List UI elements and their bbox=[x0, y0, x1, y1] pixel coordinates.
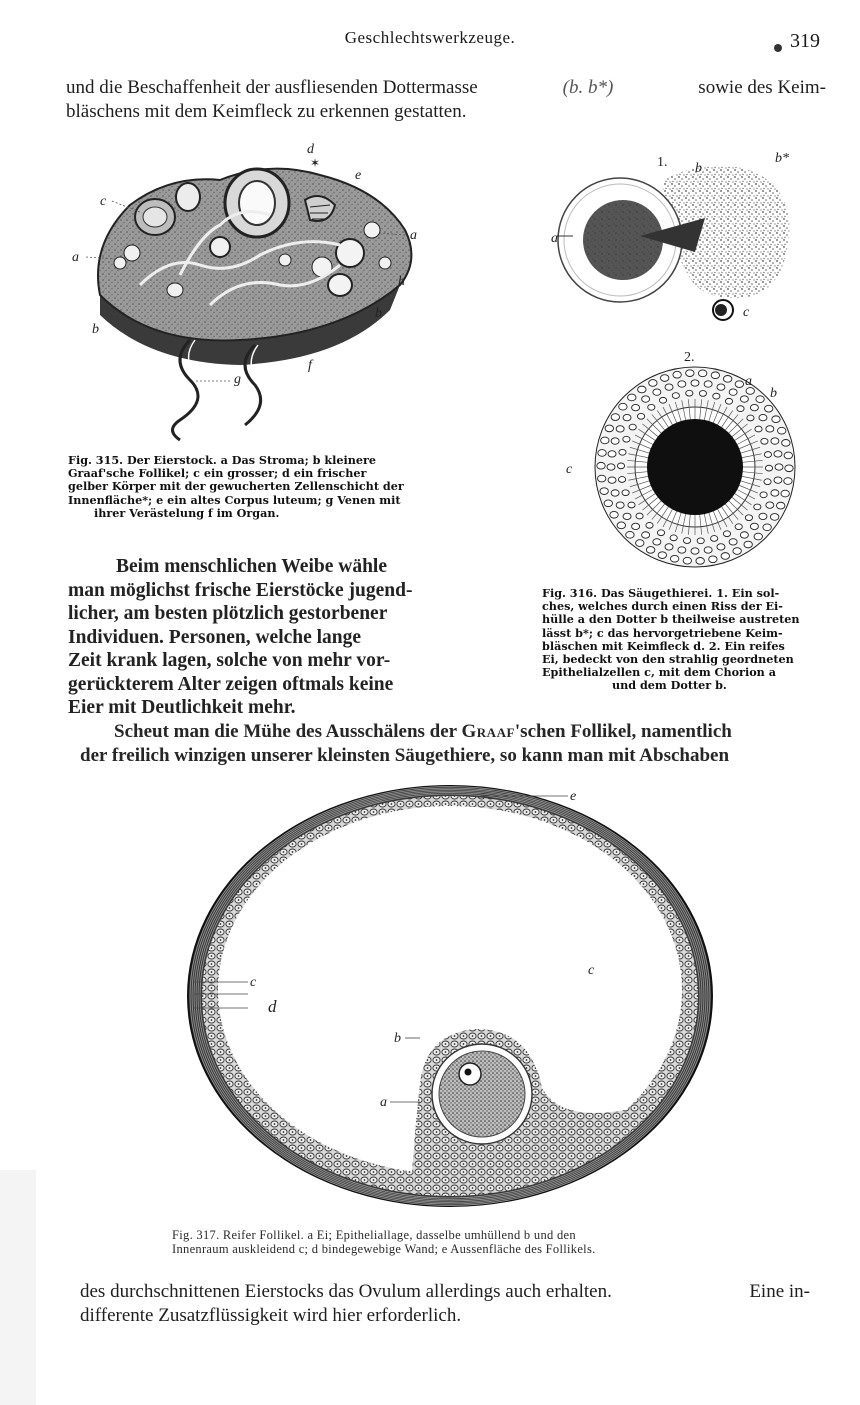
closing-line-1 bbox=[80, 1280, 810, 1304]
corona-cell bbox=[754, 504, 761, 510]
running-header: Geschlechtswerkzeuge. bbox=[344, 28, 516, 47]
fig315-caption-line: Graaf'sche Follikel; c ein grosser; d ein frischer bbox=[68, 466, 367, 481]
fig316-caption-line: Fig. 316. Das Säugethierei. 1. Ein sol- bbox=[542, 586, 780, 600]
fig316-caption-line: bläschen mit Keimfleck d. 2. Ein reifes bbox=[542, 638, 785, 653]
corona-cell bbox=[642, 532, 650, 538]
fig316-caption-line: ches, welches durch einen Riss der Ei- bbox=[542, 599, 783, 614]
fig316-caption-line: hülle a den Dotter b theilweise austreten bbox=[542, 612, 800, 627]
corona-cell bbox=[686, 370, 694, 377]
corona-cell bbox=[610, 511, 618, 518]
corona-cell bbox=[686, 390, 693, 396]
fig317-label-b: b bbox=[394, 1031, 401, 1046]
left-column-paragraph bbox=[68, 555, 430, 720]
corona-cell bbox=[611, 438, 619, 444]
corona-cell bbox=[653, 539, 661, 545]
left-column-line: Beim menschlichen Weibe wähle bbox=[116, 556, 388, 577]
closing-line-1-left: des durchschnittenen Eierstocks das Ovulum allerdings auch erhalten. bbox=[80, 1281, 612, 1302]
corona-cell bbox=[717, 384, 725, 390]
corona-cell bbox=[616, 426, 624, 432]
corona-cell bbox=[629, 424, 636, 430]
fig315-label-d: d bbox=[307, 142, 314, 157]
page-mark-dot bbox=[774, 44, 782, 52]
corona-cell bbox=[601, 437, 609, 444]
paragraph-2-line-1-end: 'schen Follikel, namentlich bbox=[514, 721, 732, 742]
corona-cell bbox=[765, 465, 772, 471]
scan-edge-shade bbox=[0, 1170, 36, 1405]
corona-cell bbox=[747, 415, 754, 421]
corona-cell bbox=[605, 425, 613, 432]
corona-cell bbox=[761, 438, 768, 444]
corona-cell bbox=[598, 450, 606, 457]
corona-cell bbox=[771, 490, 779, 496]
corona-cell bbox=[723, 375, 731, 382]
intro-line-1-right: sowie des Keim- bbox=[698, 77, 826, 98]
corona-cell bbox=[653, 389, 661, 395]
intro-line-2: bläschens mit dem Keimfleck zu erkennen gestatten. bbox=[66, 101, 467, 122]
corona-cell bbox=[649, 380, 657, 387]
fig315-caption-line: gelber Körper mit der gewucherten Zellenschicht der bbox=[68, 479, 404, 494]
corona-cell bbox=[754, 533, 762, 540]
paragraph-2-line-1-start: Scheut man die Mühe des Ausschälens der bbox=[114, 721, 457, 742]
fig315-caption-line: ihrer Verästelung f im Organ. bbox=[94, 505, 280, 520]
corona-cell bbox=[616, 502, 624, 508]
fig316-part2-label-a: a bbox=[745, 374, 752, 389]
fig317-caption-line: Fig. 317. Reifer Follikel. a Ei; Epitheliallage, dasselbe umhüllend b und den bbox=[172, 1228, 576, 1242]
fig316-caption bbox=[542, 587, 812, 693]
fig315-label-b-left: b bbox=[92, 322, 99, 337]
corona-cell bbox=[721, 553, 729, 560]
corona-cell bbox=[617, 522, 625, 529]
corona-cell bbox=[737, 406, 744, 412]
corona-cell bbox=[661, 375, 669, 382]
corona-cell bbox=[774, 477, 782, 483]
corona-cell bbox=[618, 477, 625, 483]
corona-cell bbox=[704, 547, 712, 553]
fig317-follicle-illustration bbox=[180, 784, 720, 1224]
corona-cell bbox=[778, 427, 786, 434]
corona-cell bbox=[691, 380, 699, 386]
corona-cell bbox=[623, 513, 631, 519]
corona-cell bbox=[608, 451, 616, 457]
closing-paragraph bbox=[80, 1280, 810, 1328]
fig315-label-a-right: a bbox=[410, 228, 417, 243]
corona-cell bbox=[764, 452, 771, 458]
corona-cell bbox=[691, 548, 699, 554]
fig317-label-c-right: c bbox=[588, 963, 595, 978]
corona-cell bbox=[723, 531, 730, 537]
fig317-label-e: e bbox=[570, 789, 577, 804]
corona-cell bbox=[774, 451, 782, 457]
corona-cell bbox=[740, 396, 748, 402]
fig315-label-h: h bbox=[398, 274, 405, 289]
corona-cell bbox=[750, 404, 758, 410]
corona-cell bbox=[665, 384, 673, 390]
corona-cell bbox=[619, 449, 626, 455]
intro-line-1-ref: (b. b*) bbox=[562, 77, 614, 98]
corona-cell bbox=[636, 513, 643, 519]
corona-cell bbox=[755, 426, 762, 432]
corona-cell bbox=[699, 391, 706, 397]
corona-cell bbox=[637, 413, 644, 419]
corona-cell bbox=[766, 426, 774, 432]
corona-cell bbox=[617, 463, 624, 469]
paragraph-2-line-2: der freilich winzigen unserer kleinsten Säugethiere, so kann man mit Abschaben bbox=[80, 745, 730, 766]
fig315-label-c: c bbox=[100, 194, 107, 209]
corona-cell bbox=[632, 523, 640, 529]
left-column-line: man möglichst frische Eierstöcke jugend- bbox=[68, 579, 413, 601]
left-column-line: gerückterem Alter zeigen oftmals keine bbox=[68, 673, 394, 695]
corona-cell bbox=[632, 404, 640, 410]
corona-cell bbox=[785, 465, 793, 472]
fig317-caption-line: Innenraum auskleidend c; d bindegewebige Wand; e Aussenfläche des Follikels. bbox=[172, 1242, 596, 1256]
paragraph-2-name-graaf: Graaf bbox=[461, 721, 515, 742]
fig315-label-b-right: b bbox=[375, 306, 382, 321]
corona-cell bbox=[756, 396, 764, 403]
corona-cell bbox=[735, 524, 742, 530]
corona-cell bbox=[782, 439, 790, 446]
corona-cell bbox=[597, 462, 605, 469]
left-column-line: Eier mit Deutlichkeit mehr. bbox=[68, 697, 296, 718]
fig317-label-d: d bbox=[268, 997, 277, 1016]
intro-line-1 bbox=[66, 76, 826, 100]
intro-line-1-left: und die Beschaffenheit der ausfliesenden Dottermasse bbox=[66, 77, 478, 98]
left-column-line: Individuen. Personen, welche lange bbox=[68, 626, 362, 648]
corona-cell bbox=[611, 414, 619, 421]
corona-cell bbox=[760, 492, 767, 498]
corona-cell bbox=[759, 513, 767, 519]
fig316-ripe-ovum-illustration bbox=[560, 345, 830, 573]
corona-cell bbox=[781, 490, 789, 497]
fig316-part1-label-bstar: b* bbox=[775, 151, 789, 166]
corona-cell bbox=[611, 490, 619, 496]
corona-cell bbox=[770, 514, 778, 521]
fig317-label-c-left: c bbox=[250, 975, 257, 990]
corona-cell bbox=[709, 556, 717, 563]
left-column-line: licher, am besten plötzlich gestorbener bbox=[68, 603, 388, 624]
fig315-label-a-left: a bbox=[72, 250, 79, 265]
fig316-caption-line: lässt b*; c das hervorgetriebene Keim- bbox=[542, 625, 783, 640]
corona-cell bbox=[642, 396, 650, 402]
fig315-caption-line: Innenfläche*; e ein altes Corpus luteum; g Venen mit bbox=[68, 492, 401, 507]
corona-cell bbox=[623, 414, 631, 420]
fig317-egg-yolk bbox=[439, 1051, 525, 1137]
corona-cell bbox=[672, 393, 679, 399]
corona-cell bbox=[759, 414, 767, 420]
fig316-part1-label-b: b bbox=[695, 161, 702, 176]
corona-cell bbox=[735, 381, 743, 388]
corona-cell bbox=[704, 381, 712, 387]
closing-line-1-right: Eine in- bbox=[749, 1281, 810, 1302]
corona-cell bbox=[638, 386, 646, 393]
fig316-ovum-ruptured-illustration bbox=[545, 148, 815, 338]
corona-cell bbox=[711, 372, 719, 379]
corona-cell bbox=[678, 381, 686, 387]
corona-cell bbox=[765, 405, 773, 412]
corona-cell bbox=[678, 547, 686, 553]
corona-cell bbox=[657, 530, 664, 536]
corona-cell bbox=[745, 515, 752, 521]
corona-cell bbox=[598, 475, 606, 482]
corona-cell bbox=[696, 557, 704, 564]
corona-cell bbox=[600, 488, 608, 495]
corona-cell bbox=[628, 394, 636, 401]
fig316-yolk bbox=[647, 419, 743, 515]
corona-cell bbox=[659, 397, 666, 403]
fig315-label-e: e bbox=[355, 168, 362, 183]
corona-cell bbox=[619, 403, 627, 410]
corona-cell bbox=[729, 389, 737, 395]
corona-cell bbox=[670, 535, 677, 541]
corona-cell bbox=[670, 555, 678, 562]
corona-cell bbox=[628, 502, 635, 508]
fig316-part1-label-a: a bbox=[551, 231, 558, 246]
fig316-caption-line: und dem Dotter b. bbox=[612, 678, 727, 693]
paragraph-2 bbox=[80, 720, 820, 768]
corona-cell bbox=[763, 524, 771, 531]
corona-cell bbox=[698, 370, 706, 377]
fig317-label-a: a bbox=[380, 1095, 387, 1110]
fig315-label-star: ✶ bbox=[310, 156, 321, 170]
corona-cell bbox=[772, 416, 780, 423]
corona-cell bbox=[713, 393, 720, 399]
corona-cell bbox=[622, 490, 629, 496]
corona-cell bbox=[784, 478, 792, 485]
corona-cell bbox=[607, 464, 615, 470]
fig316-part2-number: 2. bbox=[684, 350, 695, 365]
corona-cell bbox=[697, 538, 704, 544]
corona-cell bbox=[623, 436, 630, 442]
corona-cell bbox=[725, 398, 732, 404]
fig317-caption bbox=[172, 1228, 732, 1256]
fig315-label-g: g bbox=[234, 372, 241, 387]
fig316-caption-line: Epithelialzellen c, mit dem Chorion a bbox=[542, 665, 776, 680]
corona-cell bbox=[744, 541, 752, 548]
corona-cell bbox=[777, 502, 785, 509]
corona-cell bbox=[711, 536, 718, 542]
fig316-part1-label-c: c bbox=[743, 305, 750, 320]
paragraph-2-line-1 bbox=[80, 720, 820, 744]
fig316-part2-label-c: c bbox=[566, 462, 573, 477]
corona-cell bbox=[604, 500, 612, 507]
corona-cell bbox=[673, 371, 681, 378]
corona-cell bbox=[665, 544, 673, 550]
corona-cell bbox=[646, 522, 653, 528]
fig315-caption-line: Fig. 315. Der Eierstock. a Das Stroma; b kleinere bbox=[68, 453, 376, 467]
corona-cell bbox=[775, 464, 783, 470]
fig315-ovary-illustration bbox=[60, 135, 440, 445]
fig316-part2-label-b: b bbox=[770, 386, 777, 401]
corona-cell bbox=[626, 531, 634, 538]
fig315-caption bbox=[68, 454, 424, 520]
fig316-part1-number: 1. bbox=[657, 155, 668, 170]
fig316-caption-line: Ei, bedeckt von den strahlig geordneten bbox=[542, 652, 794, 667]
closing-line-2: differente Zusatzflüssigkeit wird hier erforderlich. bbox=[80, 1305, 462, 1326]
corona-cell bbox=[729, 539, 737, 545]
corona-cell bbox=[733, 548, 741, 555]
intro-paragraph bbox=[66, 76, 826, 124]
corona-cell bbox=[766, 502, 774, 508]
corona-cell bbox=[717, 544, 725, 550]
left-column-line: Zeit krank lagen, solche von mehr vor- bbox=[68, 650, 391, 671]
corona-cell bbox=[648, 404, 655, 410]
corona-cell bbox=[764, 479, 771, 485]
fig315-label-f: f bbox=[308, 358, 312, 373]
corona-cell bbox=[740, 532, 748, 538]
corona-cell bbox=[658, 552, 666, 559]
page-number: 319 bbox=[790, 30, 820, 52]
corona-cell bbox=[771, 438, 779, 444]
corona-cell bbox=[646, 547, 654, 554]
corona-cell bbox=[608, 477, 616, 483]
corona-cell bbox=[636, 540, 644, 547]
corona-cell bbox=[750, 523, 758, 529]
corona-cell bbox=[683, 538, 690, 544]
corona-cell bbox=[683, 557, 691, 564]
corona-cell bbox=[784, 452, 792, 459]
